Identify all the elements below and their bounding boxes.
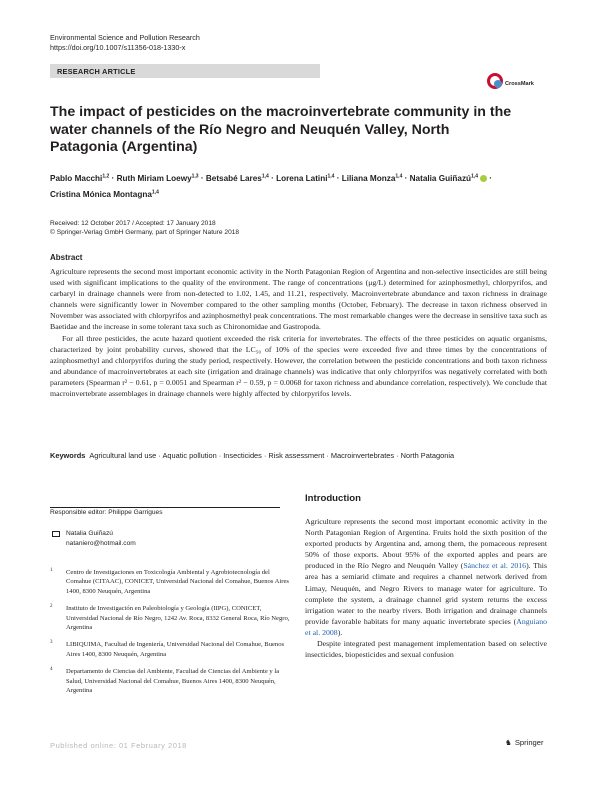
keywords-label: Keywords [50, 451, 86, 460]
author[interactable]: Betsabé Lares$^{1,4}$ [205, 173, 269, 183]
journal-name: Environmental Science and Pollution Research [50, 33, 200, 42]
article-dates [50, 219, 239, 237]
citation-link[interactable]: Anguiano et al. 2008 [305, 616, 547, 637]
affiliation: 3 LIBIQUIMA, Facultad de Ingeniería, Universidad Nacional del Comahue, Buenos Aires 1400, 8300 Neuquén, Argentina [50, 640, 285, 658]
introduction-paragraph: Despite integrated pest management implementation based on selective insecticides, biopesticides and sexual confusion [305, 639, 547, 660]
orcid-icon[interactable] [480, 175, 487, 182]
crossmark-label: CrossMark [505, 81, 534, 87]
envelope-icon [52, 531, 60, 537]
affiliation: 4 Departamento de Ciencias del Ambiente, Facultad de Ciencias del Ambiente y la Salud, Universidad Nacional del Comahue, Buenos Aires 1400, 8300 Neuquén, Argentina [50, 667, 280, 695]
crossmark-icon [487, 73, 503, 89]
doi-link[interactable]: https://doi.org/10.1007/s11356-018-1330-x [50, 43, 186, 52]
author[interactable]: Cristina Mónica Montagna$^{1,4}$ [50, 189, 159, 200]
footnote-divider [50, 507, 280, 508]
article-title: The impact of pesticides on the macroinvertebrate community in the water channels of the Río Negro and Neuquén Valley, North Patagonia (Argentina) [50, 104, 512, 155]
introduction-paragraph: Agriculture represents the second most important economic activity in the North Patagonian Region of Argentina. Fruits hold the sixth position of the exported products by Argentina and, among them, the pomaceous represent 50% of those exports. About 95% of the exported apples and pears are produced in the Río Negro and Neuquén Valley (Sánchez et al. 2016). This area has a semiarid climate and requires a channel network derived from Limay, Neuquén, and Negro Rivers to manage water for agriculture. To complete the system, a drainage channel grid system returns the excess irrigation water to the nearby rivers. Both irrigation and drainage channels provide favorable habitats for many aquatic invertebrate species (Anguiano et al. 2008). [305, 517, 547, 637]
author[interactable]: Lorena Latini$^{1,4}$ [276, 173, 335, 183]
abstract-paragraph: Agriculture represents the second most important economic activity in the North Patagonian Region of Argentina and non-selective insecticides are still being used with significant implications to the quality of the environment. The range of concentrations (μg/L) determined for azinphosmethyl, chlorpyrifos, and carbaryl in drainage channels were from non-detected to 1.02, 1.45, and 11.21, respectively. Macroinvertebrate abundance and taxon richness in drainage channels were significantly lower in November compared to the other sampling months (October, February). The decrease in taxon richness observed in November was associated with chlorpyrifos and azinphosmethyl peak concentrations. The most remarkable changes were the decrease in sensitive taxa such as Baetidae and the increase in some tolerant taxa such as Chironomidae and Gastropoda. [50, 267, 547, 332]
author-list: Pablo Macchi$^{1,2}$ · Ruth Miriam Loewy$^{1,3}$ · Betsabé Lares$^{1,4}$ · Lorena Latini$^{1,4}$ · Liliana Monza$^{1,4}$ · Natalia Guiñazú$^{1,4}$ · Cristina Mónica Montagna$^{1,4}$ [50, 173, 493, 200]
keywords-text: Agricultural land use · Aquatic pollution · Insecticides · Risk assessment · Macroinvertebrates · North Patagonia [89, 451, 455, 460]
publisher-name: Springer [514, 738, 544, 747]
abstract-paragraph: For all three pesticides, the acute hazard quotient exceeded the risk criteria for invertebrates. The effects of the three pesticides on aquatic organisms, characterized by joint probability curves, showed that the LC₅₀ of 10% of the species were exceeded five and three times by the concentrations of azinphosmethyl and chlorpyrifos during the study period, respectively. However, the correlation between the pesticide concentrations and both taxon richness and abundance of macroinvertebrates at each site (irrigation and drainage channels) was indicative that only chlorpyrifos was negatively correlated with both parameters (Spearman r² − 0.61, p = 0.0051 and Spearman r² − 0.59, p = 0.0068 for taxon richness and abundance correlation, respectively). We conclude that macroinvertebrate assemblages in drainage channels were highly affected by chlorpyrifos levels. [50, 333, 547, 399]
affiliations [50, 568, 290, 703]
corresponding-author [66, 529, 136, 549]
abstract-heading: Abstract [50, 253, 83, 262]
corresponding-name: Natalia Guiñazú [66, 530, 113, 537]
introduction-heading: Introduction [305, 493, 361, 504]
springer-horse-icon: ♞ [505, 738, 512, 747]
author[interactable]: Liliana Monza$^{1,4}$ [341, 173, 403, 183]
article-type-band [50, 64, 320, 78]
crossmark-badge[interactable] [487, 73, 547, 95]
journal-header [50, 33, 200, 53]
published-online: Published online: 01 February 2018 [50, 741, 187, 750]
received-accepted: Received: 12 October 2017 / Accepted: 17 January 2018 [50, 220, 216, 227]
affiliation: 1 Centro de Investigaciones en Toxicología Ambiental y Agrobiotecnología del Comahue (CITAAC), CONICET, Universidad Nacional del Comahue, Buenos Aires 1400, 8300 Neuquén, Argentina [50, 568, 289, 595]
publisher-logo [505, 738, 544, 747]
copyright: © Springer-Verlag GmbH Germany, part of Springer Nature 2018 [50, 229, 240, 236]
author[interactable]: Natalia Guiñazú$^{1,4}$ [409, 173, 479, 183]
responsible-editor: Responsible editor: Philippe Garrigues [50, 509, 163, 516]
citation-link[interactable]: Sánchez et al. 2016 [463, 561, 527, 571]
author[interactable]: Ruth Miriam Loewy$^{1,3}$ [116, 173, 199, 183]
keywords [50, 451, 547, 460]
author[interactable]: Pablo Macchi$^{1,2}$ [50, 173, 110, 183]
article-type: RESEARCH ARTICLE [57, 66, 136, 76]
introduction-body [305, 516, 547, 660]
affiliation: 2 Instituto de Investigación en Paleobiología y Geología (IIPG), CONICET, Universidad Nacional de Río Negro, 1242 Av. Roca, 8332 General Roca, Río Negro, Argentina [50, 604, 290, 632]
corresponding-email[interactable]: nataniero@hotmail.com [66, 540, 136, 547]
abstract-body [50, 266, 547, 399]
